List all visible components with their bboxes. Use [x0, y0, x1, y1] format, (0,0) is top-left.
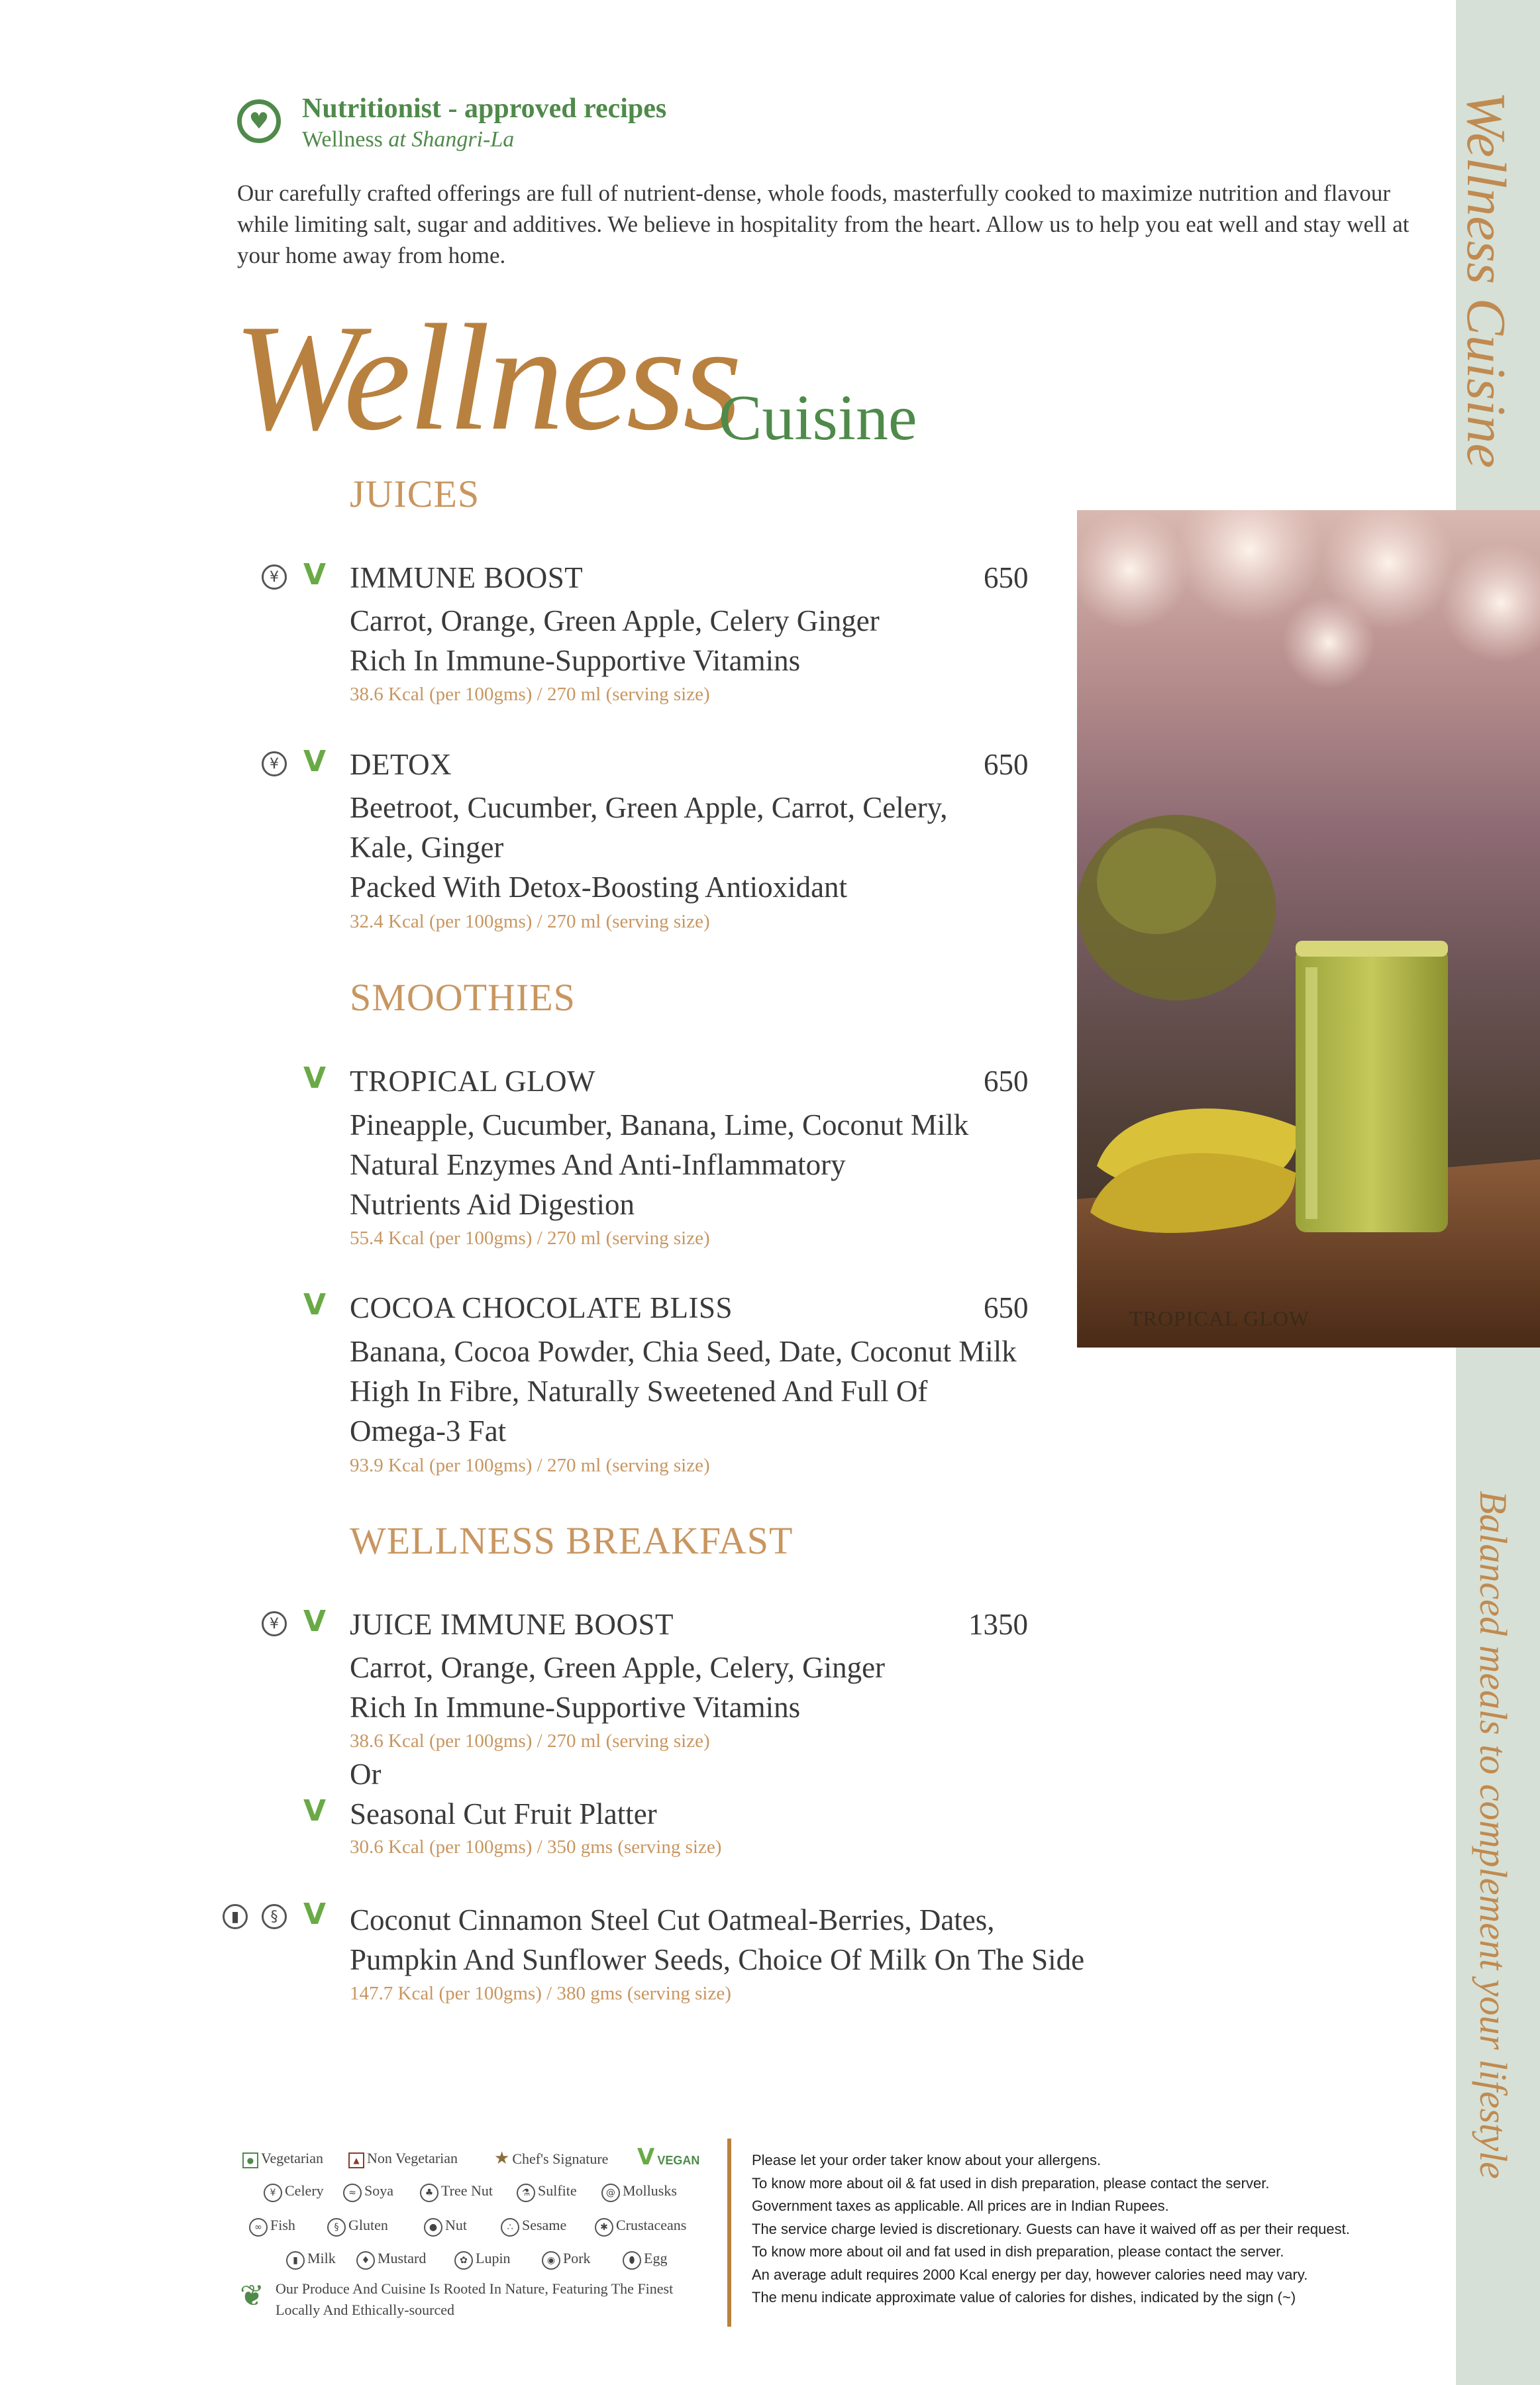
legend-chefs-signature: ★ Chef's Signature: [494, 2148, 609, 2168]
item-desc-line: Kale, Ginger: [350, 831, 504, 864]
fish-icon: ∞: [249, 2218, 268, 2237]
legend-sulfite: ⚗ Sulfite: [517, 2182, 577, 2202]
item-desc-line: Pineapple, Cucumber, Banana, Lime, Coconut Milk: [350, 1108, 969, 1141]
note-line: To know more about oil & fat used in dish preparation, please contact the server.: [752, 2174, 1270, 2192]
legend-vegetarian: ● Vegetarian: [242, 2150, 323, 2168]
gluten-icon: §: [327, 2218, 346, 2237]
legend-milk: ▮ Milk: [286, 2250, 336, 2270]
item-name-immune-boost: IMMUNE BOOST: [350, 561, 584, 594]
legend-lupin: ✿ Lupin: [454, 2250, 511, 2270]
celery-icon: ¥: [262, 1611, 287, 1636]
tree-nut-icon: ♣: [420, 2184, 438, 2202]
section-smoothies: SMOOTHIES: [350, 976, 576, 1019]
item-desc-line: Natural Enzymes And Anti-Inflammatory: [350, 1148, 846, 1181]
item-desc-line: Rich In Immune-Supportive Vitamins: [350, 1691, 801, 1724]
photo-caption: TROPICAL GLOW: [1129, 1306, 1310, 1330]
legend-tree-nut: ♣ Tree Nut: [420, 2182, 493, 2202]
nut-icon: ●: [424, 2218, 442, 2237]
note-line: The service charge levied is discretionary. Guests can have it waived off as per their request.: [752, 2220, 1350, 2237]
vegetarian-icon: ●: [242, 2152, 258, 2168]
item-desc-line: Carrot, Orange, Green Apple, Celery, Ginger: [350, 1651, 886, 1684]
leaf-icon: ❦: [240, 2279, 264, 2313]
vegan-icon: V: [303, 1605, 327, 1638]
star-icon: ★: [494, 2148, 510, 2168]
item-name-tropical-glow: TROPICAL GLOW: [350, 1065, 596, 1098]
item-desc-line: Coconut Cinnamon Steel Cut Oatmeal-Berries, Dates,: [350, 1903, 995, 1936]
intro-subtitle-place: at Shangri-La: [388, 127, 515, 152]
mustard-icon: ♦: [356, 2251, 375, 2270]
item-desc-line: Nutrients Aid Digestion: [350, 1188, 635, 1221]
item-desc-line: Banana, Cocoa Powder, Chia Seed, Date, Coconut Milk: [350, 1335, 1017, 1368]
legend-celery: ¥ Celery: [264, 2182, 324, 2202]
item-desc-line: Pumpkin And Sunflower Seeds, Choice Of Milk On The Side: [350, 1943, 1085, 1976]
item-name-juice-immune-boost: JUICE IMMUNE BOOST: [350, 1608, 674, 1641]
item-price-tropical-glow: 650: [984, 1065, 1029, 1098]
lupin-icon: ✿: [454, 2251, 473, 2270]
item-name-detox: DETOX: [350, 748, 452, 781]
or-text: Or: [350, 1758, 382, 1791]
item-kcal: 55.4 Kcal (per 100gms) / 270 ml (serving size): [350, 1228, 710, 1249]
notes-block: [752, 2149, 1441, 2309]
legend-gluten: § Gluten: [327, 2217, 388, 2237]
legend-fish: ∞ Fish: [249, 2217, 295, 2237]
item-kcal: 30.6 Kcal (per 100gms) / 350 gms (serving size): [350, 1836, 722, 1858]
tropical-glow-photo: [1077, 510, 1540, 1348]
sidebar-bottom-text: Balanced meals to complement your lifestyle: [1472, 1491, 1515, 2179]
section-wellness-breakfast: WELLNESS BREAKFAST: [350, 1519, 794, 1562]
legend-soya: ≈ Soya: [343, 2182, 393, 2202]
item-price-detox: 650: [984, 748, 1029, 781]
item-name-fruit-platter: Seasonal Cut Fruit Platter: [350, 1797, 657, 1830]
vegan-icon: V: [637, 2144, 655, 2170]
vegan-icon: V: [303, 1288, 327, 1322]
celery-icon: ¥: [264, 2184, 282, 2202]
vegan-icon: V: [303, 1061, 327, 1095]
legend-mollusks: @ Mollusks: [601, 2182, 677, 2202]
sulfite-icon: ⚗: [517, 2184, 535, 2202]
egg-icon: ⬮: [623, 2251, 641, 2270]
note-line: To know more about oil and fat used in dish preparation, please contact the server.: [752, 2243, 1284, 2260]
vegan-icon: V: [303, 745, 327, 778]
vegan-icon: V: [303, 1794, 327, 1828]
item-price-juice-immune-boost: 1350: [968, 1608, 1028, 1641]
item-kcal: 38.6 Kcal (per 100gms) / 270 ml (serving size): [350, 684, 710, 705]
photo-illustration: [1077, 510, 1540, 1348]
legend-pork: ◉ Pork: [542, 2250, 591, 2270]
item-kcal: 38.6 Kcal (per 100gms) / 270 ml (serving size): [350, 1730, 710, 1752]
sesame-icon: ∴: [501, 2218, 519, 2237]
sidebar-top-text: Wellness Cuisine: [1455, 91, 1517, 468]
legend-vegan: V VEGAN: [637, 2144, 700, 2170]
legend-egg: ⬮ Egg: [623, 2250, 667, 2270]
produce-note-line: Locally And Ethically-sourced: [276, 2302, 455, 2318]
item-price-cocoa-chocolate-bliss: 650: [984, 1291, 1029, 1324]
celery-icon: ¥: [262, 564, 287, 590]
item-kcal: 32.4 Kcal (per 100gms) / 270 ml (serving size): [350, 911, 710, 932]
item-price-immune-boost: 650: [984, 561, 1029, 594]
item-desc-line: Beetroot, Cucumber, Green Apple, Carrot, Celery,: [350, 791, 948, 824]
script-title: Wellness: [233, 293, 740, 462]
item-name-cocoa-chocolate-bliss: COCOA CHOCOLATE BLISS: [350, 1291, 733, 1324]
produce-note-line: Our Produce And Cuisine Is Rooted In Nature, Featuring The Finest: [276, 2280, 674, 2297]
item-desc-line: Packed With Detox-Boosting Antioxidant: [350, 871, 848, 904]
legend-non-vegetarian: ▲ Non Vegetarian: [348, 2150, 458, 2168]
celery-icon: ¥: [262, 751, 287, 776]
note-line: An average adult requires 2000 Kcal energy per day, however calories need may vary.: [752, 2266, 1308, 2283]
soya-icon: ≈: [343, 2184, 362, 2202]
pork-icon: ◉: [542, 2251, 560, 2270]
milk-icon: ▮: [286, 2251, 305, 2270]
gluten-icon: §: [262, 1904, 287, 1929]
item-desc-line: Rich In Immune-Supportive Vitamins: [350, 644, 801, 677]
intro-body: Our carefully crafted offerings are full of nutrient-dense, whole foods, masterfully cooked to maximize nutrition and flavour while limiting salt, sugar and additives. We believe in hospitality from the heart. Allow us to help you eat well and stay well at your home away from home.: [237, 180, 1410, 268]
intro-subtitle-brand: Wellness: [302, 127, 383, 152]
crustaceans-icon: ✱: [595, 2218, 613, 2237]
item-desc-line: Omega-3 Fat: [350, 1414, 507, 1448]
section-juices: JUICES: [350, 472, 480, 515]
non-vegetarian-icon: ▲: [348, 2152, 364, 2168]
note-line: Government taxes as applicable. All prices are in Indian Rupees.: [752, 2198, 1169, 2214]
note-line: Please let your order taker know about your allergens.: [752, 2152, 1102, 2168]
legend-sesame: ∴ Sesame: [501, 2217, 566, 2237]
legend-crustaceans: ✱ Crustaceans: [595, 2217, 686, 2237]
heart-logo-icon: ♥: [237, 99, 281, 143]
item-desc-line: Carrot, Orange, Green Apple, Celery Ginger: [350, 604, 880, 637]
cuisine-title: Cuisine: [719, 382, 917, 454]
vegan-icon: V: [303, 1897, 327, 1931]
item-kcal: 93.9 Kcal (per 100gms) / 270 ml (serving size): [350, 1455, 710, 1476]
note-line: The menu indicate approximate value of calories for dishes, indicated by the sign (~): [752, 2289, 1296, 2306]
legend-mustard: ♦ Mustard: [356, 2250, 426, 2270]
vegan-icon: V: [303, 558, 327, 592]
mollusks-icon: @: [601, 2184, 620, 2202]
legend-nut: ● Nut: [424, 2217, 467, 2237]
item-desc-line: High In Fibre, Naturally Sweetened And Full Of: [350, 1375, 928, 1408]
intro-subtitle: [302, 127, 514, 152]
item-kcal: 147.7 Kcal (per 100gms) / 380 gms (serving size): [350, 1983, 731, 2004]
milk-icon: ▮: [223, 1904, 248, 1929]
notes-divider: [727, 2139, 731, 2327]
intro-title: Nutritionist - approved recipes: [302, 93, 667, 124]
